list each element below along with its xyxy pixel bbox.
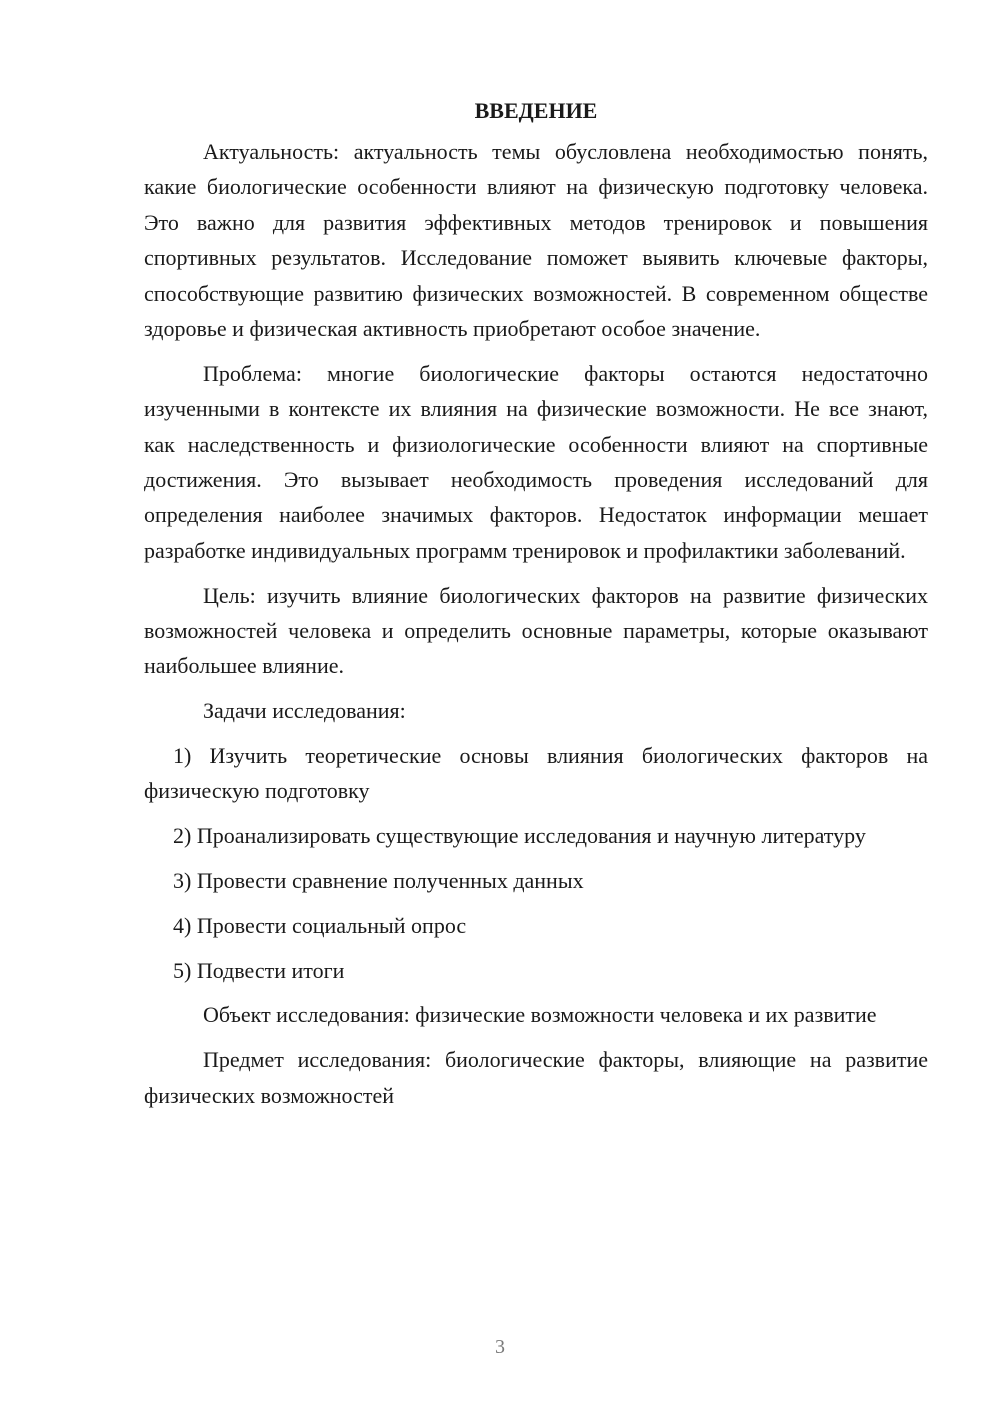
page-number: 3 bbox=[495, 1336, 505, 1358]
section-title: ВВЕДЕНИЕ bbox=[474, 98, 598, 123]
paragraph-subject: Предмет исследования: биологические факторы, влияющие на развитие физических возможностей bbox=[144, 1047, 928, 1108]
task-item: 2) Проанализировать существующие исследования и научную литературу bbox=[173, 823, 866, 849]
paragraph-tasks-heading: Задачи исследования: bbox=[203, 698, 406, 724]
paragraph-problem: Проблема: многие биологические факторы остаются недостаточно изученными в контексте их влияния на физические возможности. Не все знают, как наследственность и физиологические особенности влияют на спортивные достижения. Это вызывает необходимость проведения исследований для определения наиболее значимых факторов. Недостаток информации мешает разработке индивидуальных программ тренировок и профилактики заболеваний. bbox=[144, 360, 928, 563]
paragraph-object: Объект исследования: физические возможности человека и их развитие bbox=[203, 1002, 877, 1028]
task-item: 5) Подвести итоги bbox=[173, 957, 345, 983]
paragraph-goal: Цель: изучить влияние биологических факторов на развитие физических возможностей человека и определить основные параметры, которые оказывают наибольшее влияние. bbox=[144, 582, 928, 679]
task-item: 4) Провести социальный опрос bbox=[173, 912, 467, 938]
task-item: 1) Изучить теоретические основы влияния биологических факторов на физическую подготовку bbox=[144, 743, 928, 804]
paragraph-relevance: Актуальность: актуальность темы обусловлена необходимостью понять, какие биологические особенности влияют на физическую подготовку человека. Это важно для развития эффективных методов тренировок и повышения спортивных результатов. Исследование поможет выявить ключевые факторы, способствующие развитию физических возможностей. В современном обществе здоровье и физическая активность приобретают особое значение. bbox=[144, 139, 928, 342]
page-content bbox=[144, 94, 928, 1122]
task-item: 3) Провести сравнение полученных данных bbox=[173, 868, 584, 894]
